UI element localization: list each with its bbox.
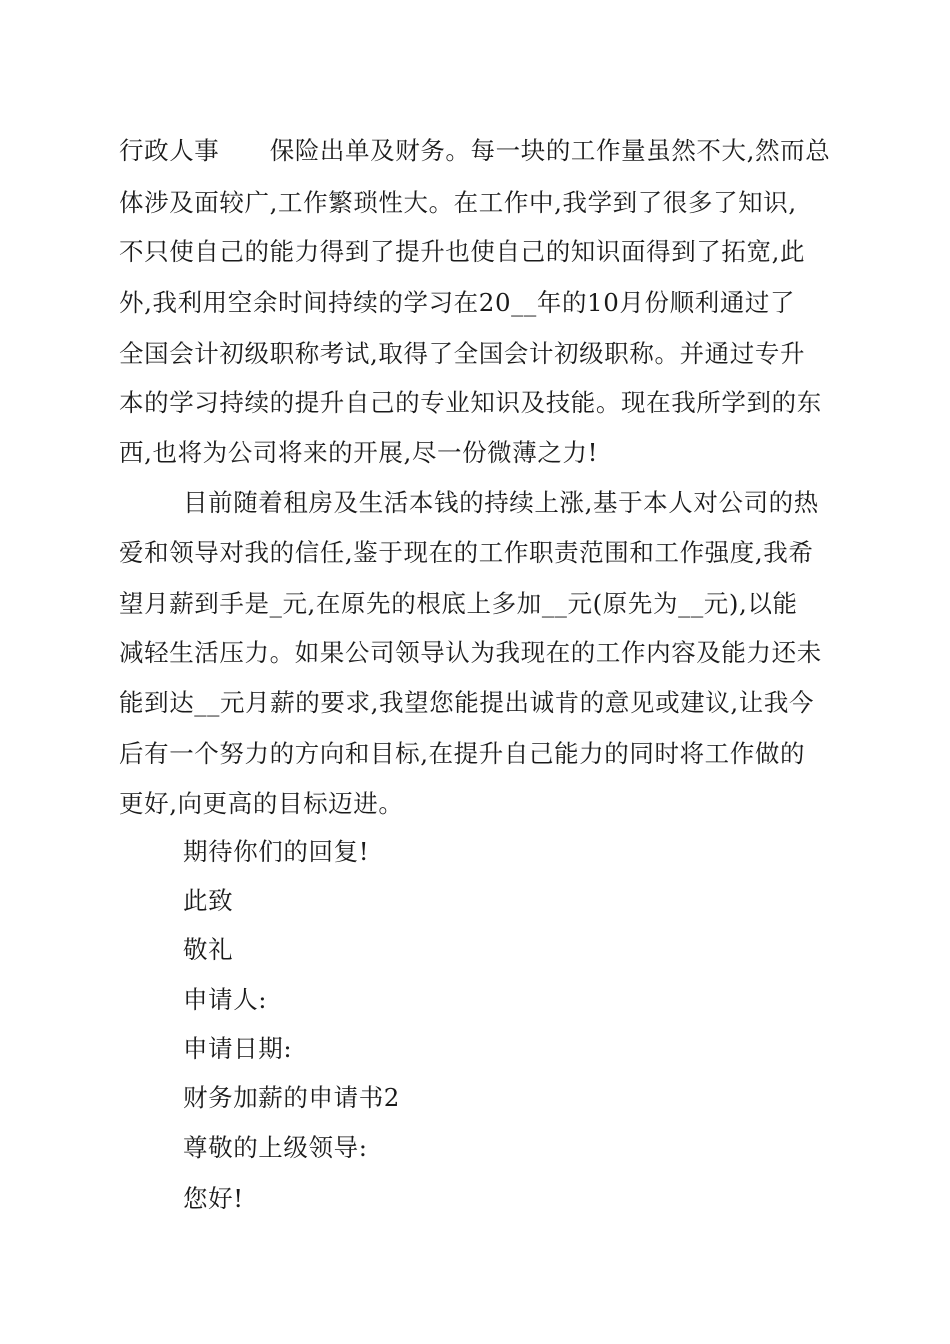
- paragraph-1-line-7: 西,也将为公司将来的开展,尽一份微薄之力!: [119, 438, 599, 467]
- paragraph-1-line-6: 本的学习持续的提升自己的专业知识及技能。现在我所学到的东: [119, 388, 822, 417]
- paragraph-1-line-5: 全国会计初级职称考试,取得了全国会计初级职称。并通过专升: [119, 339, 806, 368]
- paragraph-2-line-5: 能到达__元月薪的要求,我望您能提出诚肯的意见或建议,让我今: [119, 688, 815, 717]
- paragraph-1-line-4: 外,我利用空余时间持续的学习在20__年的10月份顺利通过了: [119, 288, 796, 317]
- paragraph-2-line-7: 更好,向更高的目标迈进。: [119, 789, 404, 818]
- paragraph-1-line-2: 体涉及面较广,工作繁琐性大。在工作中,我学到了很多了知识,: [119, 188, 797, 217]
- application-date-label: 申请日期:: [183, 1034, 293, 1063]
- paragraph-2-line-3: 望月薪到手是_元,在原先的根底上多加__元(原先为__元),以能: [119, 589, 798, 618]
- second-letter-greeting: 您好!: [183, 1184, 244, 1213]
- paragraph-1-line-3: 不只使自己的能力得到了提升也使自己的知识面得到了拓宽,此: [119, 237, 806, 266]
- second-letter-title: 财务加薪的申请书2: [183, 1083, 400, 1112]
- paragraph-2-line-2: 爱和领导对我的信任,鉴于现在的工作职责范围和工作强度,我希: [119, 538, 814, 567]
- paragraph-1-line-1: 行政人事 保险出单及财务。每一块的工作量虽然不大,然而总: [119, 136, 831, 165]
- applicant-label: 申请人:: [183, 985, 268, 1014]
- paragraph-2-line-1: 目前随着租房及生活本钱的持续上涨,基于本人对公司的热: [183, 488, 819, 517]
- paragraph-2-line-6: 后有一个努力的方向和目标,在提升自己能力的同时将工作做的: [119, 739, 806, 768]
- paragraph-2-line-4: 减轻生活压力。如果公司领导认为我现在的工作内容及能力还未: [119, 638, 822, 667]
- closing-salutation-2: 敬礼: [183, 935, 234, 964]
- closing-salutation-1: 此致: [183, 886, 234, 915]
- closing-expect-reply: 期待你们的回复!: [183, 837, 370, 866]
- second-letter-addressee: 尊敬的上级领导:: [183, 1133, 368, 1162]
